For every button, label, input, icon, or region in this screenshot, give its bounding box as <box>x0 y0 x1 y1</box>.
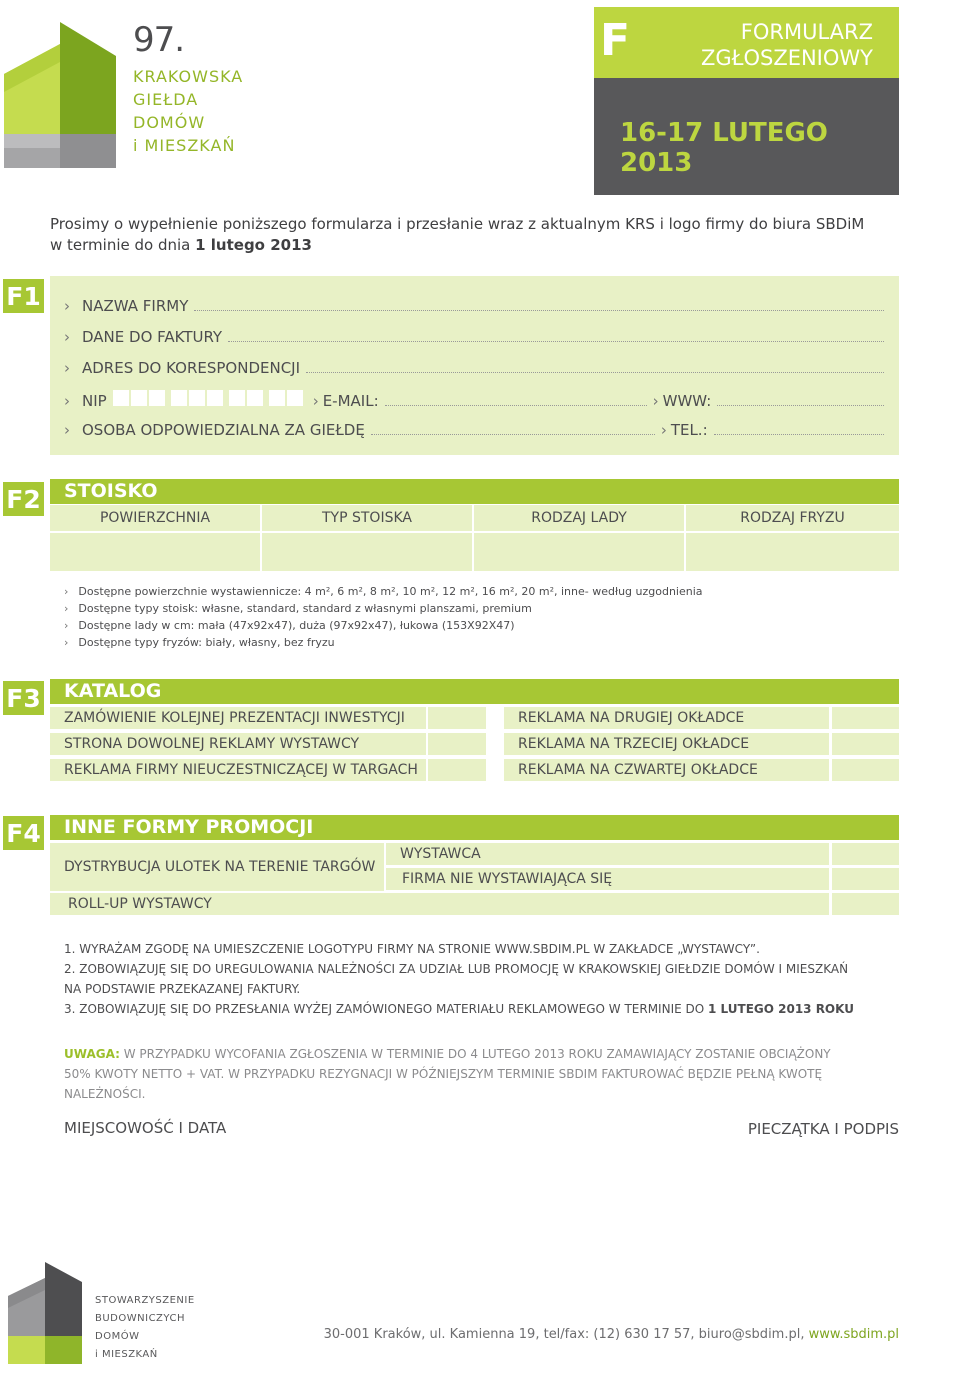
address-field[interactable] <box>306 372 884 373</box>
catalog-option-right[interactable]: REKLAMA NA DRUGIEJ OKŁADCE <box>504 707 829 729</box>
company-name-field[interactable] <box>194 310 884 311</box>
section-label-f3: F3 <box>3 681 44 715</box>
list-item <box>64 600 703 617</box>
list-item <box>64 583 703 600</box>
date-panel <box>594 78 899 195</box>
counter-type-input-cell[interactable] <box>474 531 686 571</box>
note-text: Dostępne lady w cm: mała (47x92x47), duża (97x92x47), łukowa (153X92X47) <box>78 619 515 632</box>
contact-text: 30-001 Kraków, ul. Kamienna 19, tel/fax: (12) 630 17 57, biuro@sbdim.pl, <box>323 1327 809 1342</box>
org-name-line: DOMÓW <box>95 1331 140 1342</box>
warning-label: UWAGA: <box>64 1047 120 1061</box>
responsible-person-field[interactable] <box>371 434 655 435</box>
phone-field[interactable] <box>714 434 884 435</box>
invoice-data-label: DANE DO FAKTURY <box>82 328 223 346</box>
responsible-person-row <box>64 421 884 439</box>
form-title-line: FORMULARZ <box>740 20 873 44</box>
email-field[interactable] <box>385 405 647 406</box>
www-field[interactable] <box>717 405 884 406</box>
section-label-f2: F2 <box>3 482 44 516</box>
catalog-section-title: KATALOG <box>50 679 899 704</box>
list-item <box>64 617 703 634</box>
booth-notes-list <box>64 583 703 651</box>
booth-table-row <box>50 531 899 571</box>
leaflets-option[interactable]: DYSTRYBUCJA ULOTEK NA TERENIE TARGÓW <box>50 843 384 891</box>
note-text: Dostępne typy stoisk: własne, standard, standard z własnymi planszami, premium <box>78 602 532 615</box>
sbdim-logo-icon <box>8 1262 82 1364</box>
chevron-right-icon: › <box>312 392 319 410</box>
consents-list <box>64 939 904 1019</box>
form-title-line: ZGŁOSZENIOWY <box>701 46 873 70</box>
event-name-line: KRAKOWSKA <box>133 67 244 86</box>
column-header-counter-type: RODZAJ LADY <box>474 505 686 531</box>
consent-material-deadline: 1 LUTEGO 2013 ROKU <box>708 1002 854 1016</box>
chevron-right-icon: › <box>64 328 70 346</box>
booth-type-input-cell[interactable] <box>262 531 474 571</box>
non-exhibitor-option[interactable]: FIRMA NIE WYSTAWIAJĄCA SIĘ <box>386 868 829 890</box>
note-text: Dostępne typy fryzów: biały, własny, bez fryzu <box>78 636 335 649</box>
chevron-right-icon: › <box>64 392 70 410</box>
warning-note <box>64 1044 904 1104</box>
form-header <box>594 7 899 78</box>
checkbox-cell[interactable] <box>832 733 899 755</box>
responsible-person-label: OSOBA ODPOWIEDZIALNA ZA GIEŁDĘ <box>82 421 365 439</box>
intro-line <box>50 235 864 256</box>
catalog-option-left[interactable]: REKLAMA FIRMY NIEUCZESTNICZĄCEJ W TARGACH <box>50 759 426 781</box>
checkbox-cell[interactable] <box>428 759 486 781</box>
edition-number: 97. <box>133 20 185 60</box>
warning-text: W PRZYPADKU WYCOFANIA ZGŁOSZENIA W TERMINIE DO 4 LUTEGO 2013 ROKU ZAMAWIAJĄCY ZOSTANIE OBCIĄŻONY <box>119 1047 831 1061</box>
chevron-right-icon: › <box>660 421 667 439</box>
chevron-right-icon: › <box>64 421 70 439</box>
org-name-line: i MIESZKAŃ <box>95 1349 158 1360</box>
chevron-right-icon: › <box>64 359 70 377</box>
consent-payment: 2. ZOBOWIĄZUJĘ SIĘ DO UREGULOWANIA NALEŻNOŚCI ZA UDZIAŁ LUB PROMOCJĘ W KRAKOWSKIEJ GIEŁDZIE DOMÓW I MIESZKAŃ <box>64 962 849 976</box>
intro-line: Prosimy o wypełnienie poniższego formularza i przesłanie wraz z aktualnym KRS i logo firmy do biura SBDiM <box>50 215 865 233</box>
company-name-label: NAZWA FIRMY <box>82 297 189 315</box>
section-label-f4: F4 <box>3 816 44 850</box>
consent-payment-cont: NA PODSTAWIE PRZEKAZANEJ FAKTURY. <box>64 982 301 996</box>
note-text: Dostępne powierzchnie wystawiennicze: 4 m², 6 m², 8 m², 10 m², 12 m², 16 m², 20 m², inne- według uzgodnienia <box>78 585 703 598</box>
booth-table-header <box>50 505 899 531</box>
booth-section-title: STOISKO <box>50 479 899 504</box>
intro-deadline-prefix: w terminie do dnia <box>50 236 196 254</box>
checkbox-cell[interactable] <box>832 759 899 781</box>
phone-label: TEL.: <box>670 421 708 439</box>
checkbox-cell[interactable] <box>832 707 899 729</box>
rollup-option[interactable]: ROLL-UP WYSTAWCY <box>50 893 829 915</box>
event-name-line: DOMÓW <box>133 113 206 132</box>
chevron-right-icon: › <box>64 636 69 649</box>
catalog-option-left[interactable]: ZAMÓWIENIE KOLEJNEJ PREZENTACJI INWESTYCJI <box>50 707 426 729</box>
www-label: WWW: <box>662 392 712 410</box>
warning-text: NALEŻNOŚCI. <box>64 1087 146 1101</box>
checkbox-cell[interactable] <box>832 868 899 890</box>
chevron-right-icon: › <box>64 585 69 598</box>
nip-field[interactable] <box>113 390 305 406</box>
event-date: 16-17 LUTEGO 2013 <box>620 118 828 178</box>
email-label: E-MAIL: <box>322 392 379 410</box>
intro-text <box>50 214 864 256</box>
address-row[interactable] <box>64 359 884 377</box>
checkbox-cell[interactable] <box>428 733 486 755</box>
invoice-data-field[interactable] <box>228 341 884 342</box>
catalog-option-right[interactable]: REKLAMA NA CZWARTEJ OKŁADCE <box>504 759 829 781</box>
stamp-signature-label: PIECZĄTKA I PODPIS <box>747 1120 899 1138</box>
logo-house-icon <box>4 22 116 168</box>
chevron-right-icon: › <box>64 619 69 632</box>
section-label-f1: F1 <box>3 279 44 313</box>
form-title <box>701 19 873 71</box>
checkbox-cell[interactable] <box>832 893 899 915</box>
form-letter: F <box>600 15 631 66</box>
column-header-area: POWIERZCHNIA <box>50 505 262 531</box>
chevron-right-icon: › <box>652 392 659 410</box>
chevron-right-icon: › <box>64 297 70 315</box>
company-name-row[interactable] <box>64 297 884 315</box>
consent-material-text: 3. ZOBOWIĄZUJĘ SIĘ DO PRZESŁANIA WYŻEJ ZAMÓWIONEGO MATERIAŁU REKLAMOWEGO W TERMINIE DO <box>64 1002 709 1016</box>
consent-logo: 1. WYRAŻAM ZGODĘ NA UMIESZCZENIE LOGOTYPU FIRMY NA STRONIE WWW.SBDIM.PL W ZAKŁADCE „WYSTAWCY”. <box>64 942 760 956</box>
event-name-line: i MIESZKAŃ <box>133 136 236 155</box>
catalog-option-right[interactable]: REKLAMA NA TRZECIEJ OKŁADCE <box>504 733 829 755</box>
nip-label: NIP <box>82 392 107 410</box>
place-date-label: MIEJSCOWOŚĆ I DATA <box>64 1119 227 1137</box>
catalog-option-left[interactable]: STRONA DOWOLNEJ REKLAMY WYSTAWCY <box>50 733 426 755</box>
address-label: ADRES DO KORESPONDENCJI <box>82 359 301 377</box>
website-link[interactable]: www.sbdim.pl <box>808 1327 899 1342</box>
intro-deadline: 1 lutego 2013 <box>195 236 312 254</box>
checkbox-cell[interactable] <box>428 707 486 729</box>
org-name-line: STOWARZYSZENIE <box>95 1295 195 1306</box>
chevron-right-icon: › <box>64 602 69 615</box>
consent-material <box>64 999 904 1019</box>
invoice-data-row[interactable] <box>64 328 884 346</box>
promotion-section-title: INNE FORMY PROMOCJI <box>50 815 899 840</box>
org-name-line: BUDOWNICZYCH <box>95 1313 185 1324</box>
warning-text: 50% KWOTY NETTO + VAT. W PRZYPADKU REZYGNACJI W PÓŹNIEJSZYM TERMINIE SBDIM FAKTUROWAĆ BĘDZIE PEŁNĄ KWOTĘ <box>64 1067 823 1081</box>
nip-email-www-row <box>64 390 884 410</box>
fascia-type-input-cell[interactable] <box>686 531 899 571</box>
booth-table <box>50 505 899 571</box>
event-name <box>133 65 243 157</box>
column-header-fascia-type: RODZAJ FRYZU <box>686 505 899 531</box>
event-name-line: GIEŁDA <box>133 90 199 109</box>
exhibitor-option[interactable]: WYSTAWCA <box>386 843 829 865</box>
column-header-booth-type: TYP STOISKA <box>262 505 474 531</box>
sbdim-name <box>95 1292 195 1364</box>
area-input-cell[interactable] <box>50 531 262 571</box>
checkbox-cell[interactable] <box>832 843 899 865</box>
list-item <box>64 634 703 651</box>
contact-info <box>324 1327 899 1342</box>
